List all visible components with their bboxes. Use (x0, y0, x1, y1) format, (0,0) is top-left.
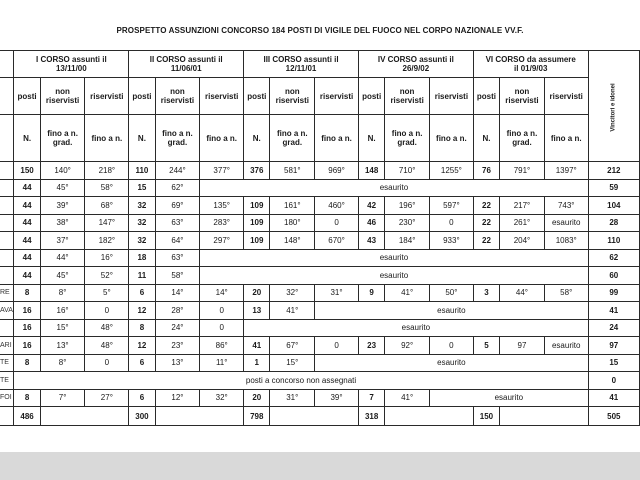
riservisti-cell: 969° (315, 162, 359, 180)
total-posti-cell: 150 (473, 407, 499, 426)
winners-cell: 97 (588, 337, 639, 355)
non-riservisti-header: non riservisti (385, 78, 430, 115)
non-riservisti-cell: 44° (40, 249, 85, 267)
posti-cell: 110 (129, 162, 155, 180)
riservisti-cell: 283° (200, 214, 244, 232)
sub-header-row (0, 115, 640, 162)
row-label: AVA (0, 302, 14, 320)
fino-grad-header: fino a n. grad. (155, 115, 200, 162)
exhausted-note: esaurito (429, 389, 588, 407)
n-header: N. (129, 115, 155, 162)
riservisti-header: riservisti (200, 78, 244, 115)
posti-cell: 23 (358, 337, 384, 355)
non-riservisti-cell: 184° (385, 232, 430, 250)
riservisti-cell: 0 (429, 214, 473, 232)
winners-cell: 41 (588, 389, 639, 407)
non-riservisti-cell: 37° (40, 232, 85, 250)
riservisti-cell: 0 (85, 354, 129, 372)
fino-grad-header: fino a n. grad. (500, 115, 545, 162)
non-riservisti-header: non riservisti (270, 78, 315, 115)
fino-grad-header: fino a n. grad. (270, 115, 315, 162)
total-posti-cell: 798 (244, 407, 270, 426)
non-riservisti-cell: 261° (500, 214, 545, 232)
posti-cell: 12 (129, 337, 155, 355)
non-riservisti-cell: 58° (155, 267, 200, 285)
posti-cell: 148 (358, 162, 384, 180)
posti-cell: 20 (244, 389, 270, 407)
non-riservisti-cell: 41° (385, 389, 430, 407)
riservisti-cell: 1397° (544, 162, 588, 180)
posti-cell: 11 (129, 267, 155, 285)
non-riservisti-cell: 31° (270, 389, 315, 407)
riservisti-cell: 0 (200, 319, 244, 337)
posti-cell: 32 (129, 214, 155, 232)
course-2-header: II CORSO assunti il 11/06/01 (129, 51, 244, 78)
table-row (0, 162, 640, 180)
non-riservisti-cell: 581° (270, 162, 315, 180)
table-row (0, 267, 640, 285)
posti-cell: 44 (14, 232, 40, 250)
non-riservisti-cell: 204° (500, 232, 545, 250)
posti-cell: 9 (358, 284, 384, 302)
riservisti-cell: 297° (200, 232, 244, 250)
fino-header: fino a n. (200, 115, 244, 162)
unassigned-note: posti a concorso non assegnati (14, 372, 588, 390)
winners-header: Vincitori e idonei (588, 51, 639, 162)
riservisti-cell: 48° (85, 337, 129, 355)
posti-cell: 6 (129, 354, 155, 372)
posti-cell: 22 (473, 197, 499, 215)
table-row (0, 197, 640, 215)
posti-cell: 44 (14, 179, 40, 197)
non-riservisti-cell: 32° (270, 284, 315, 302)
exhausted-note: esaurito (315, 302, 589, 320)
course-4-header: IV CORSO assunti il 26/9/02 (358, 51, 473, 78)
row-label: RE (0, 284, 14, 302)
posti-cell: 109 (244, 214, 270, 232)
non-riservisti-cell: 180° (270, 214, 315, 232)
posti-cell: 109 (244, 197, 270, 215)
posti-cell: 5 (473, 337, 499, 355)
non-riservisti-cell: 148° (270, 232, 315, 250)
course-3-header: III CORSO assunti il 12/11/01 (244, 51, 359, 78)
riservisti-cell: 147° (85, 214, 129, 232)
posti-cell: 44 (14, 214, 40, 232)
winners-cell: 15 (588, 354, 639, 372)
posti-cell: 44 (14, 267, 40, 285)
winners-cell: 28 (588, 214, 639, 232)
non-riservisti-cell: 44° (500, 284, 545, 302)
riservisti-cell: 0 (315, 337, 359, 355)
non-riservisti-cell: 230° (385, 214, 430, 232)
winners-cell: 41 (588, 302, 639, 320)
non-riservisti-header: non riservisti (155, 78, 200, 115)
totals-row (0, 407, 640, 426)
posti-cell: 1 (244, 354, 270, 372)
course-5-header: VI CORSO da assumere il 01/9/03 (473, 51, 588, 78)
posti-header: posti (129, 78, 155, 115)
winners-cell: 59 (588, 179, 639, 197)
total-winners-cell: 505 (588, 407, 639, 426)
non-riservisti-cell: 217° (500, 197, 545, 215)
posti-cell: 22 (473, 214, 499, 232)
non-riservisti-cell: 45° (40, 179, 85, 197)
exhausted-note: esaurito (200, 179, 588, 197)
riservisti-cell: 0 (85, 302, 129, 320)
non-riservisti-cell: 24° (155, 319, 200, 337)
non-riservisti-cell: 64° (155, 232, 200, 250)
non-riservisti-cell: 140° (40, 162, 85, 180)
table-row (0, 302, 640, 320)
non-riservisti-cell: 12° (155, 389, 200, 407)
riservisti-cell: 460° (315, 197, 359, 215)
non-riservisti-cell: 13° (155, 354, 200, 372)
riservisti-cell: 27° (85, 389, 129, 407)
non-riservisti-cell: 14° (155, 284, 200, 302)
winners-cell: 110 (588, 232, 639, 250)
posti-cell: 109 (244, 232, 270, 250)
row-label: TE (0, 354, 14, 372)
riservisti-cell: 0 (429, 337, 473, 355)
posti-cell: 16 (14, 302, 40, 320)
riservisti-header: riservisti (429, 78, 473, 115)
posti-cell: 16 (14, 319, 40, 337)
n-header: N. (14, 115, 40, 162)
non-riservisti-cell: 92° (385, 337, 430, 355)
non-riservisti-cell: 15° (40, 319, 85, 337)
posti-cell: 7 (358, 389, 384, 407)
non-riservisti-cell: 39° (40, 197, 85, 215)
winners-cell: 62 (588, 249, 639, 267)
riservisti-cell: 86° (200, 337, 244, 355)
non-riservisti-header: non riservisti (500, 78, 545, 115)
riservisti-cell: esaurito (544, 337, 588, 355)
non-riservisti-cell: 13° (40, 337, 85, 355)
table-row (0, 214, 640, 232)
posti-cell: 8 (14, 284, 40, 302)
posti-header: posti (14, 78, 40, 115)
non-riservisti-cell: 63° (155, 249, 200, 267)
n-header: N. (358, 115, 384, 162)
fino-header: fino a n. (315, 115, 359, 162)
total-posti-cell: 300 (129, 407, 155, 426)
riservisti-cell: 743° (544, 197, 588, 215)
riservisti-cell: 0 (200, 302, 244, 320)
riservisti-cell: 58° (544, 284, 588, 302)
non-riservisti-cell: 791° (500, 162, 545, 180)
riservisti-cell: 0 (315, 214, 359, 232)
riservisti-cell: 16° (85, 249, 129, 267)
riservisti-cell: 11° (200, 354, 244, 372)
riservisti-cell: 135° (200, 197, 244, 215)
non-riservisti-cell: 7° (40, 389, 85, 407)
exhausted-note: esaurito (244, 319, 589, 337)
winners-cell: 99 (588, 284, 639, 302)
n-header: N. (473, 115, 499, 162)
row-label: FOI (0, 389, 14, 407)
exhausted-note: esaurito (200, 249, 588, 267)
riservisti-cell: 48° (85, 319, 129, 337)
posti-cell: 150 (14, 162, 40, 180)
winners-cell: 212 (588, 162, 639, 180)
non-riservisti-cell: 28° (155, 302, 200, 320)
posti-cell: 76 (473, 162, 499, 180)
posti-cell: 44 (14, 249, 40, 267)
riservisti-cell: 1083° (544, 232, 588, 250)
table-row (0, 354, 640, 372)
non-riservisti-cell: 69° (155, 197, 200, 215)
non-riservisti-header: non riservisti (40, 78, 85, 115)
riservisti-cell: 32° (200, 389, 244, 407)
riservisti-cell: 52° (85, 267, 129, 285)
winners-cell: 24 (588, 319, 639, 337)
posti-cell: 44 (14, 197, 40, 215)
riservisti-cell: 50° (429, 284, 473, 302)
non-riservisti-cell: 710° (385, 162, 430, 180)
riservisti-cell: 68° (85, 197, 129, 215)
posti-cell: 6 (129, 284, 155, 302)
posti-cell: 43 (358, 232, 384, 250)
riservisti-cell: 218° (85, 162, 129, 180)
posti-header: posti (244, 78, 270, 115)
posti-cell: 13 (244, 302, 270, 320)
winners-cell: 60 (588, 267, 639, 285)
riservisti-cell: 377° (200, 162, 244, 180)
posti-cell: 12 (129, 302, 155, 320)
posti-cell: 18 (129, 249, 155, 267)
posti-cell: 8 (14, 389, 40, 407)
total-posti-cell: 486 (14, 407, 40, 426)
non-riservisti-cell: 41° (385, 284, 430, 302)
posti-header: posti (473, 78, 499, 115)
fino-header: fino a n. (85, 115, 129, 162)
non-riservisti-cell: 23° (155, 337, 200, 355)
fino-grad-header: fino a n. grad. (385, 115, 430, 162)
non-riservisti-cell: 16° (40, 302, 85, 320)
riservisti-cell: 1255° (429, 162, 473, 180)
non-riservisti-cell: 161° (270, 197, 315, 215)
riservisti-cell: 31° (315, 284, 359, 302)
riservisti-cell: 14° (200, 284, 244, 302)
table-row (0, 372, 640, 390)
non-riservisti-cell: 63° (155, 214, 200, 232)
fino-header: fino a n. (429, 115, 473, 162)
table-row (0, 337, 640, 355)
non-riservisti-cell: 62° (155, 179, 200, 197)
non-riservisti-cell: 38° (40, 214, 85, 232)
posti-cell: 32 (129, 197, 155, 215)
scan-bottom-band (0, 452, 640, 480)
posti-cell: 42 (358, 197, 384, 215)
posti-cell: 376 (244, 162, 270, 180)
riservisti-cell: 182° (85, 232, 129, 250)
posti-cell: 20 (244, 284, 270, 302)
table-row (0, 249, 640, 267)
posti-header: posti (358, 78, 384, 115)
non-riservisti-cell: 67° (270, 337, 315, 355)
total-posti-cell: 318 (358, 407, 384, 426)
riservisti-cell: 58° (85, 179, 129, 197)
course-1-header: I CORSO assunti il 13/11/00 (14, 51, 129, 78)
riservisti-cell: 670° (315, 232, 359, 250)
riservisti-cell: 39° (315, 389, 359, 407)
row-label-cell (0, 51, 14, 78)
exhausted-note: esaurito (200, 267, 588, 285)
fino-grad-header: fino a n. grad. (40, 115, 85, 162)
riservisti-cell: esaurito (544, 214, 588, 232)
non-riservisti-cell: 41° (270, 302, 315, 320)
type-header-row (0, 78, 640, 115)
exhausted-note: esaurito (315, 354, 589, 372)
table-row (0, 389, 640, 407)
n-header: N. (244, 115, 270, 162)
page-title: PROSPETTO ASSUNZIONI CONCORSO 184 POSTI DI VIGILE DEL FUOCO NEL CORPO NAZIONALE VV.F. (116, 26, 524, 35)
riservisti-cell: 933° (429, 232, 473, 250)
table-row (0, 179, 640, 197)
posti-cell: 32 (129, 232, 155, 250)
table-row (0, 232, 640, 250)
riservisti-header: riservisti (85, 78, 129, 115)
non-riservisti-cell: 244° (155, 162, 200, 180)
posti-cell: 41 (244, 337, 270, 355)
posti-cell: 8 (129, 319, 155, 337)
non-riservisti-cell: 196° (385, 197, 430, 215)
posti-cell: 15 (129, 179, 155, 197)
posti-cell: 3 (473, 284, 499, 302)
winners-cell: 0 (588, 372, 639, 390)
non-riservisti-cell: 97 (500, 337, 545, 355)
riservisti-header: riservisti (315, 78, 359, 115)
row-label: TE (0, 372, 14, 390)
non-riservisti-cell: 8° (40, 284, 85, 302)
posti-cell: 6 (129, 389, 155, 407)
posti-cell: 46 (358, 214, 384, 232)
riservisti-cell: 597° (429, 197, 473, 215)
fino-header: fino a n. (544, 115, 588, 162)
non-riservisti-cell: 8° (40, 354, 85, 372)
riservisti-cell: 5° (85, 284, 129, 302)
posti-cell: 22 (473, 232, 499, 250)
riservisti-header: riservisti (544, 78, 588, 115)
table-row (0, 319, 640, 337)
posti-cell: 16 (14, 337, 40, 355)
hiring-table (0, 50, 640, 426)
posti-cell: 8 (14, 354, 40, 372)
winners-cell: 104 (588, 197, 639, 215)
table-row (0, 284, 640, 302)
course-header-row (0, 51, 640, 78)
non-riservisti-cell: 15° (270, 354, 315, 372)
row-label: ARI (0, 337, 14, 355)
non-riservisti-cell: 45° (40, 267, 85, 285)
